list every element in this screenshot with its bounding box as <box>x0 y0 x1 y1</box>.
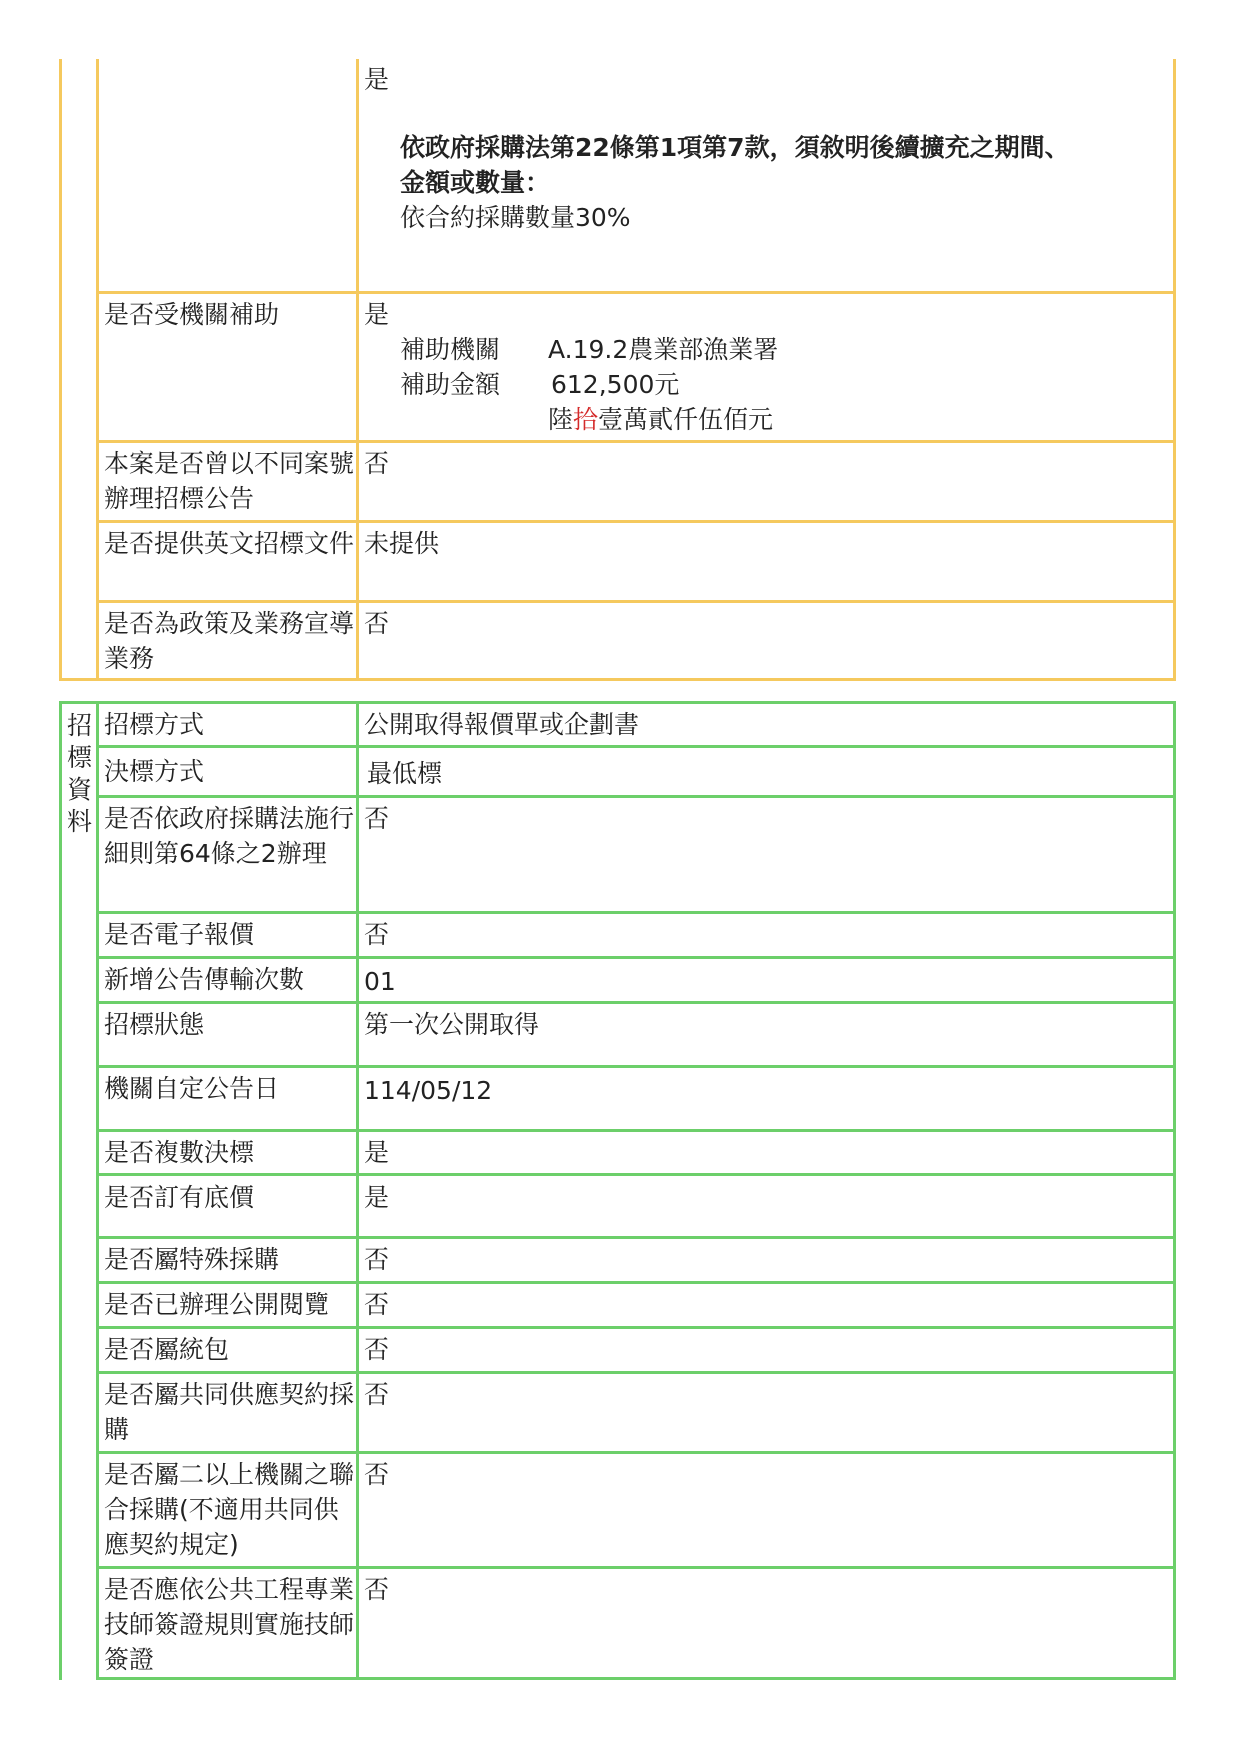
base-price-label: 是否訂有底價 <box>104 1183 255 1212</box>
row-divider <box>96 911 1176 914</box>
subsidy-amount-value: 612,500元 <box>551 370 680 399</box>
rule-64-2-label: 是否依政府採購法施行細則第64條之2辦理 <box>104 804 355 868</box>
row-divider <box>96 1371 1176 1374</box>
row-divider <box>96 1236 1176 1239</box>
award-method-label: 決標方式 <box>104 757 205 786</box>
table-bottom-border <box>59 678 1176 681</box>
row-divider <box>96 1173 1176 1176</box>
table-bottom-border <box>96 1677 1176 1680</box>
turnkey-value: 否 <box>364 1335 390 1364</box>
subsidy-amount-label: 補助金額 <box>400 370 501 399</box>
engineer-certification-label: 是否應依公共工程專業技師簽證規則實施技師簽證 <box>104 1575 355 1674</box>
row-divider <box>96 600 1176 603</box>
different-case-number-label: 本案是否曾以不同案號辦理招標公告 <box>104 449 355 513</box>
english-docs-label: 是否提供英文招標文件 <box>104 529 355 558</box>
extension-note-body: 依合約採購數量30% <box>400 203 631 232</box>
row-divider <box>96 956 1176 959</box>
joint-procurement-label: 是否屬二以上機關之聯合採購(不適用共同供應契約規定) <box>104 1460 355 1559</box>
table-border <box>1173 59 1176 681</box>
subsidy-label: 是否受機關補助 <box>104 300 280 329</box>
joint-supply-contract-label: 是否屬共同供應契約採購 <box>104 1380 355 1444</box>
row-divider <box>96 291 1176 294</box>
row-divider <box>96 795 1176 798</box>
public-review-value: 否 <box>364 1290 390 1319</box>
extension-value: 是 <box>364 65 390 94</box>
different-case-number-value: 否 <box>364 449 390 478</box>
extension-note-title-cont: 金額或數量： <box>400 168 551 197</box>
subsidy-amount-words <box>548 402 773 437</box>
electronic-quote-label: 是否電子報價 <box>104 920 255 949</box>
row-divider <box>96 1281 1176 1284</box>
table-border <box>59 701 62 1680</box>
table-border <box>356 701 359 1680</box>
joint-procurement-value: 否 <box>364 1460 390 1489</box>
row-divider <box>96 440 1176 443</box>
table-border <box>96 701 99 1680</box>
turnkey-label: 是否屬統包 <box>104 1335 230 1364</box>
engineer-certification-value: 否 <box>364 1575 390 1604</box>
special-procurement-label: 是否屬特殊採購 <box>104 1245 280 1274</box>
row-divider <box>96 1129 1176 1132</box>
amount-words-part: 壹萬貳仟伍佰元 <box>598 405 774 434</box>
row-divider <box>96 1566 1176 1569</box>
amount-words-part: 陸 <box>548 405 574 434</box>
english-docs-value: 未提供 <box>364 529 440 558</box>
table-border <box>1173 701 1176 1680</box>
table-border <box>59 59 62 681</box>
row-divider <box>96 1451 1176 1454</box>
table-top-border <box>59 701 1176 704</box>
electronic-quote-value: 否 <box>364 920 390 949</box>
tender-method-label: 招標方式 <box>104 710 205 739</box>
tender-method-value: 公開取得報價單或企劃書 <box>364 710 640 739</box>
multiple-award-value: 是 <box>364 1138 390 1167</box>
row-divider <box>96 1326 1176 1329</box>
table-border <box>96 59 99 681</box>
policy-promotion-value: 否 <box>364 609 390 638</box>
award-method-value: 最低標 <box>367 759 443 788</box>
row-divider <box>96 1001 1176 1004</box>
row-divider <box>96 745 1176 748</box>
row-divider <box>96 1065 1176 1068</box>
public-review-label: 是否已辦理公開閱覽 <box>104 1290 330 1319</box>
tender-status-value: 第一次公開取得 <box>364 1010 540 1039</box>
transmission-count-value: 01 <box>364 967 396 996</box>
subsidy-value: 是 <box>364 300 390 329</box>
announcement-date-label: 機關自定公告日 <box>104 1074 280 1103</box>
base-price-value: 是 <box>364 1183 390 1212</box>
extension-note-title: 依政府採購法第22條第1項第7款，須敘明後續擴充之期間、 <box>400 133 1070 162</box>
policy-promotion-label: 是否為政策及業務宣導業務 <box>104 609 355 673</box>
transmission-count-label: 新增公告傳輸次數 <box>104 965 305 994</box>
subsidy-agency-value: A.19.2農業部漁業署 <box>548 335 779 364</box>
subsidy-agency-label: 補助機關 <box>400 335 501 364</box>
tender-status-label: 招標狀態 <box>104 1010 205 1039</box>
special-procurement-value: 否 <box>364 1245 390 1274</box>
announcement-date-value: 114/05/12 <box>364 1076 493 1105</box>
amount-words-highlight: 拾 <box>573 405 599 434</box>
joint-supply-contract-value: 否 <box>364 1380 390 1409</box>
section-side-title: 招標資料 <box>67 711 93 836</box>
multiple-award-label: 是否複數決標 <box>104 1138 255 1167</box>
row-divider <box>96 520 1176 523</box>
table-border <box>356 59 359 681</box>
rule-64-2-value: 否 <box>364 804 390 833</box>
